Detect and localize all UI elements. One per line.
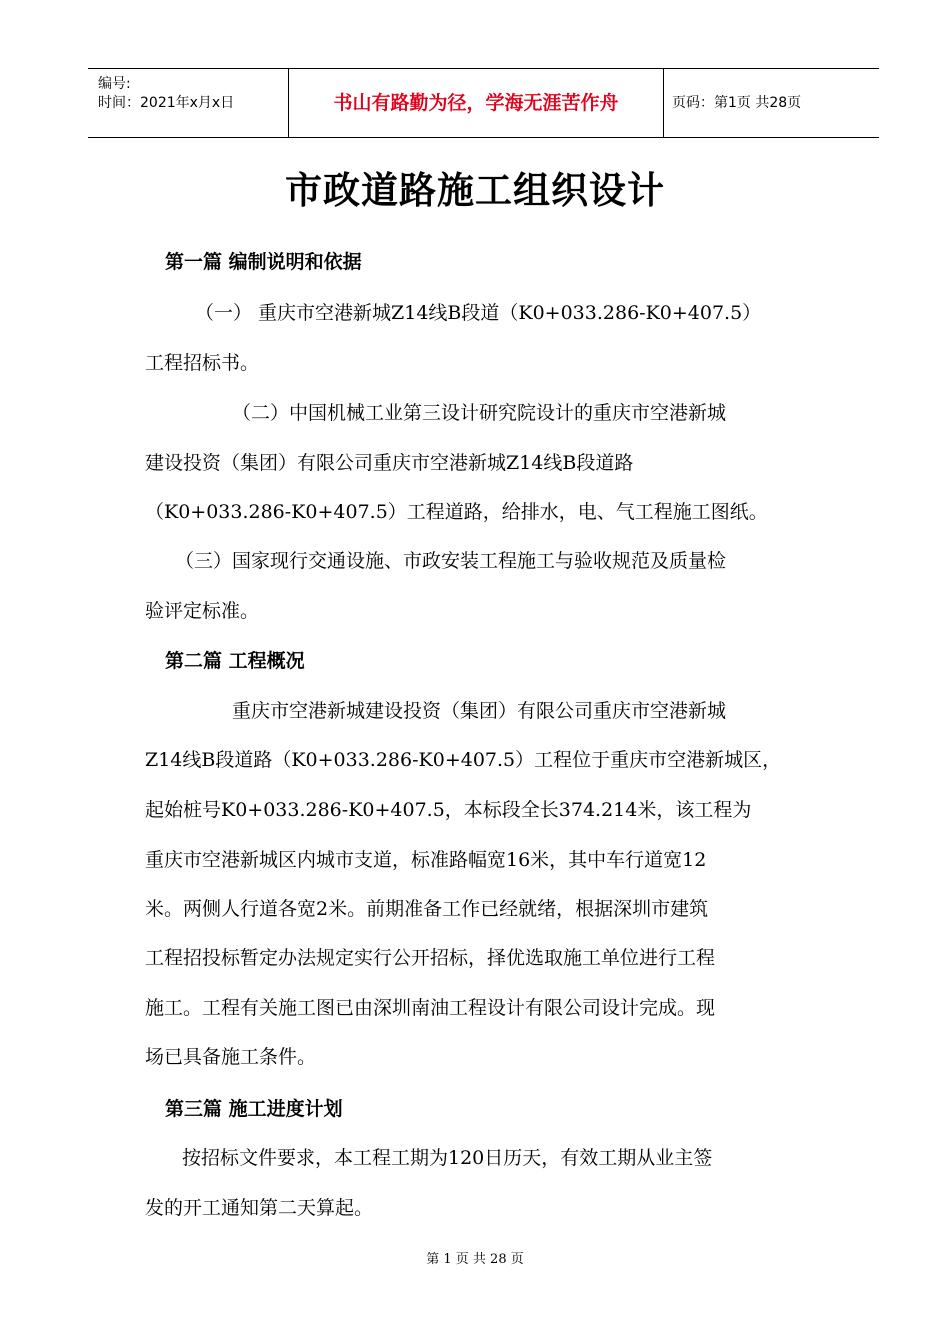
paragraph-line: （一） 重庆市空港新城Z14线B段道（K0+033.286-K0+407.5） (195, 302, 762, 324)
header-page-info: 页码：第1页 共28页 (672, 95, 802, 111)
section-heading-1: 第一篇 编制说明和依据 (165, 251, 362, 273)
paragraph-line: 重庆市空港新城建设投资（集团）有限公司重庆市空港新城 (232, 700, 727, 722)
header-meta (88, 69, 288, 137)
paragraph-line: （三）国家现行交通设施、市政安装工程施工与验收规范及质量检 (175, 550, 727, 572)
paragraph-line: 米。两侧人行道各宽2米。前期准备工作已经就绪，根据深圳市建筑 (145, 898, 709, 920)
paragraph-line: 重庆市空港新城区内城市支道，标准路幅宽16米，其中车行道宽12 (145, 849, 707, 871)
paragraph-line: 按招标文件要求，本工程工期为120日历天，有效工期从业主签 (182, 1147, 713, 1169)
paragraph-line: （二）中国机械工业第三设计研究院设计的重庆市空港新城 (232, 402, 727, 424)
time-label: 时间：2021年x月x日 (98, 95, 235, 111)
page-header (88, 68, 879, 138)
document-title: 市政道路施工组织设计 (285, 168, 665, 212)
paragraph-line: 场已具备施工条件。 (145, 1046, 317, 1068)
paragraph-line: （K0+033.286-K0+407.5）工程道路，给排水，电、气工程施工图纸。 (145, 501, 768, 523)
section-heading-3: 第三篇 施工进度计划 (165, 1098, 343, 1120)
paragraph-line: Z14线B段道路（K0+033.286-K0+407.5）工程位于重庆市空港新城区， (145, 749, 782, 771)
paragraph-line: 发的开工通知第二天算起。 (145, 1197, 374, 1219)
paragraph-line: 验评定标准。 (145, 600, 260, 622)
page-footer: 第 1 页 共 28 页 (426, 1252, 524, 1267)
paragraph-line: 起始桩号K0+033.286-K0+407.5，本标段全长374.214米，该工程为 (145, 799, 752, 821)
number-label: 编号: (98, 76, 131, 92)
paragraph-line: 建设投资（集团）有限公司重庆市空港新城Z14线B段道路 (145, 452, 634, 474)
header-motto: 书山有路勤为径，学海无涯苦作舟 (288, 69, 664, 137)
paragraph-line: 工程招投标暂定办法规定实行公开招标，择优选取施工单位进行工程 (145, 947, 716, 969)
paragraph-line: 施工。工程有关施工图已由深圳南油工程设计有限公司设计完成。现 (145, 997, 716, 1019)
paragraph-line: 工程招标书。 (145, 352, 260, 374)
section-heading-2: 第二篇 工程概况 (165, 650, 305, 672)
